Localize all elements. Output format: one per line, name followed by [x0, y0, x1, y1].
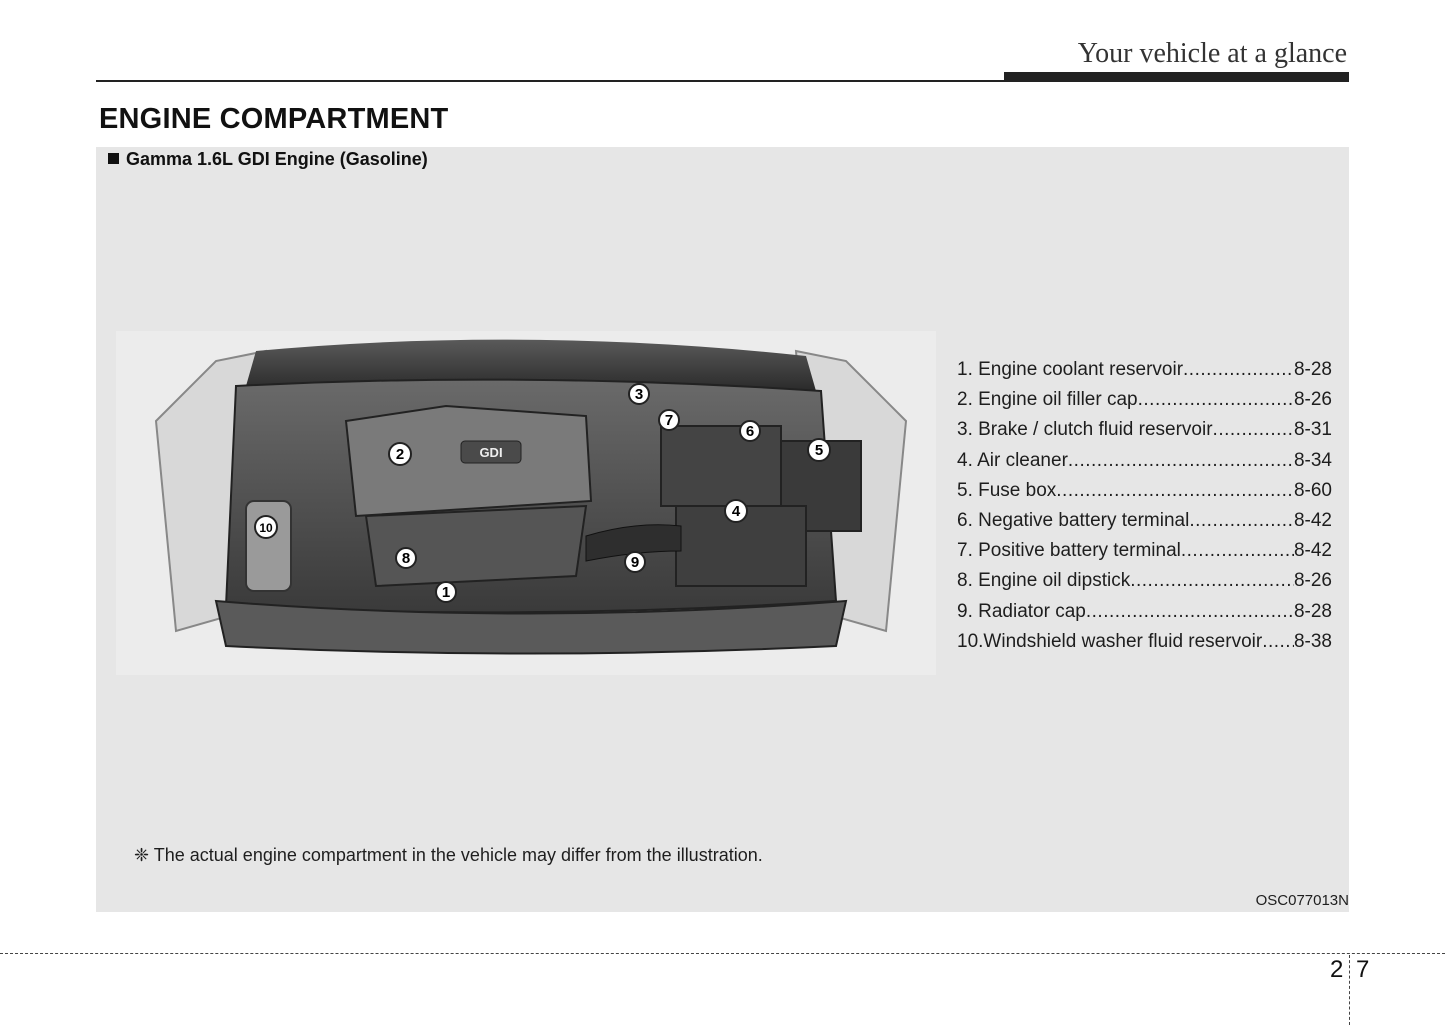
legend-item-leader	[1262, 631, 1294, 653]
legend-item-page: 8-26	[1293, 570, 1332, 592]
legend-item-page: 8-42	[1293, 540, 1332, 562]
svg-text:8: 8	[401, 550, 411, 567]
svg-text:1: 1	[441, 584, 451, 601]
legend-item	[957, 389, 1332, 419]
legend-item	[957, 359, 1332, 389]
callout-3	[629, 384, 649, 404]
figure-code: OSC077013N	[1255, 892, 1349, 909]
callout-5	[808, 439, 830, 461]
legend-item-page: 8-26	[1293, 389, 1332, 411]
legend-item-label: 7. Positive battery terminal	[957, 540, 1181, 562]
callout-8	[396, 548, 416, 568]
legend-item-leader	[1181, 540, 1294, 562]
callout-6	[740, 421, 760, 441]
callout-2	[389, 443, 411, 465]
legend-item-label: 3. Brake / clutch fluid reservoir	[957, 419, 1213, 441]
page-number-right: 7	[1356, 956, 1370, 983]
battery	[661, 426, 781, 506]
legend-item-page: 8-28	[1293, 600, 1332, 622]
legend-item-leader	[1056, 480, 1294, 502]
legend-item	[957, 419, 1332, 449]
svg-text:5: 5	[814, 442, 824, 459]
gdi-badge-text: GDI	[479, 445, 503, 460]
legend-item-label: 4. Air cleaner	[957, 449, 1068, 471]
legend-item-page: 8-60	[1293, 479, 1332, 501]
component-legend	[957, 359, 1332, 661]
legend-item-leader	[1138, 389, 1294, 411]
legend-item	[957, 510, 1332, 540]
legend-item	[957, 570, 1332, 600]
svg-text:4: 4	[731, 503, 741, 520]
legend-item-leader	[1130, 570, 1294, 592]
bullet-square-icon	[108, 153, 119, 164]
callout-10	[255, 516, 277, 538]
engine-compartment-drawing	[116, 331, 936, 675]
legend-item	[957, 631, 1332, 661]
legend-item	[957, 540, 1332, 570]
legend-item	[957, 450, 1332, 480]
svg-text:6: 6	[745, 423, 755, 440]
legend-item	[957, 601, 1332, 631]
legend-item-leader	[1183, 359, 1294, 381]
legend-item	[957, 480, 1332, 510]
legend-item-label: 2. Engine oil filler cap	[957, 389, 1138, 411]
legend-item-label: 10.Windshield washer fluid reservoir	[957, 630, 1263, 652]
legend-item-page: 8-38	[1293, 630, 1332, 652]
legend-item-leader	[1213, 419, 1294, 441]
figure-subtitle	[108, 149, 428, 170]
footer-rule	[0, 953, 1445, 954]
svg-text:9: 9	[630, 554, 640, 571]
callout-9	[625, 552, 645, 572]
legend-item-leader	[1068, 450, 1294, 472]
section-title: ENGINE COMPARTMENT	[99, 103, 449, 135]
legend-item-page: 8-34	[1293, 449, 1332, 471]
svg-text:7: 7	[664, 412, 674, 429]
callout-4	[725, 500, 747, 522]
washer-reservoir	[246, 501, 291, 591]
legend-item-leader	[1189, 510, 1294, 532]
header-rule	[96, 80, 1006, 82]
legend-item-label: 1. Engine coolant reservoir	[957, 359, 1184, 380]
legend-item-label: 9. Radiator cap	[957, 600, 1086, 622]
legend-item-label: 8. Engine oil dipstick	[957, 570, 1131, 592]
svg-text:3: 3	[634, 386, 644, 403]
callout-7	[659, 410, 679, 430]
legend-item-page: 8-42	[1293, 509, 1332, 531]
illustration-note: ❈ The actual engine compartment in the vehicle may differ from the illustration.	[134, 845, 763, 865]
svg-text:10: 10	[259, 521, 273, 535]
legend-item-label: 5. Fuse box	[957, 479, 1057, 501]
svg-text:2: 2	[395, 446, 405, 463]
legend-item-page: 8-31	[1293, 419, 1332, 441]
running-header: Your vehicle at a glance	[1077, 38, 1347, 69]
callout-1	[436, 582, 456, 602]
engine-illustration	[116, 331, 936, 675]
intake-manifold	[366, 506, 586, 586]
figure-subtitle-text: Gamma 1.6L GDI Engine (Gasoline)	[126, 149, 428, 169]
figure-panel	[96, 147, 1349, 912]
header-rule-bar	[1004, 72, 1349, 82]
legend-item-leader	[1086, 601, 1294, 623]
legend-item-label: 6. Negative battery terminal	[957, 509, 1190, 531]
page-number-divider	[1349, 955, 1350, 1025]
legend-item-page: 8-28	[1293, 359, 1332, 380]
page-number-left: 2	[1330, 956, 1344, 983]
